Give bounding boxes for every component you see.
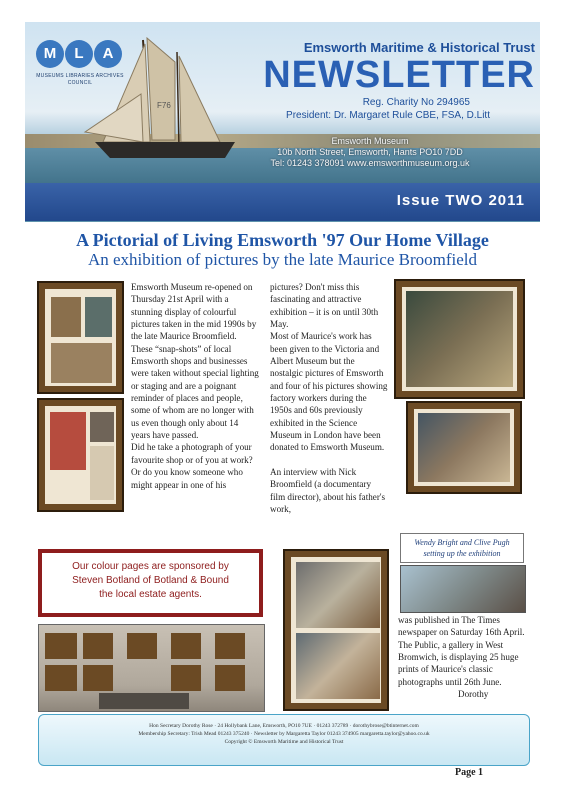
logo-subtitle <box>34 73 126 87</box>
photo-setting-up-exhibition <box>400 565 526 613</box>
photo-museum-display <box>394 279 525 399</box>
caption-line2: setting up the exhibition <box>423 549 501 558</box>
issue-label: Issue TWO 2011 <box>396 192 525 209</box>
footer-contact-box <box>38 714 530 766</box>
column2-paragraph2: Most of Maurice's work has been given to the Victoria and Albert Museum but the nostalgic pictures of Emsworth and four of his pictures showing factory workers during the 1950s and 60s previously exhibited in the Science Museum in London have been donated to Emsworth Museum. <box>270 331 388 453</box>
photo-exhibition-panels <box>283 549 389 711</box>
logo-letter-m: M <box>36 40 64 68</box>
logo-letter-a: A <box>94 40 122 68</box>
article-column-2 <box>270 281 388 515</box>
article-title: A Pictorial of Living Emsworth '97 Our Home Village <box>76 230 489 250</box>
sponsor-box <box>38 549 263 617</box>
address-line1: Emsworth Museum <box>331 136 409 146</box>
president-line: President: Dr. Margaret Rule CBE, FSA, D.Litt <box>286 110 490 121</box>
photo-caption <box>400 533 524 563</box>
logo-subtitle-line2: COUNCIL <box>67 80 93 86</box>
address-line2: 10b North Street, Emsworth, Hants PO10 7DD <box>277 147 463 157</box>
address-line3: Tel: 01243 378091 www.emsworthmuseum.org.uk <box>270 158 470 168</box>
sponsor-line1: Our colour pages are sponsored by <box>72 561 229 572</box>
article-column-3 <box>398 614 526 700</box>
column1-paragraph1: Emsworth Museum re-opened on Thursday 21st April with a stunning display of colourful pictures taken in the mid 1990s by the late Maurice Broomfield. These “snap-shots” of local Emsworth shops and businesses were taken without special lighting or staging and are a poignant reminder of places and people, some of whom are no longer with us even though only about 14 years have passed. <box>131 282 259 441</box>
sail-number: F76 <box>157 101 171 110</box>
newsletter-title: NEWSLETTER <box>263 54 535 96</box>
photo-workshop <box>406 401 522 494</box>
column2-paragraph3: An interview with Nick Broomfield (a documentary film director), about his father's work, <box>270 466 386 514</box>
signature: Dorothy <box>458 689 489 700</box>
exhibition-photo-2 <box>37 398 124 512</box>
footer-line2: Membership Secretary: Trish Mead 01243 375240 · Newsletter by Margaretta Taylor 01243 374905 margaretta.taylor@yahoo.co.uk <box>138 731 430 737</box>
article-subtitle: An exhibition of pictures by the late Maurice Broomfield <box>87 250 477 269</box>
column2-paragraph1: pictures? Don't miss this fascinating and attractive exhibition – it is on until 30th May. <box>270 282 379 330</box>
article-column-1 <box>131 281 259 491</box>
page-number: Page 1 <box>455 767 484 778</box>
sponsor-line2: Steven Botland of Botland & Bound <box>72 575 229 586</box>
footer-line3: Copyright © Emsworth Maritime and Historical Trust <box>224 739 344 745</box>
column1-paragraph2: Did he take a photograph of your favourite shop or of you at work? Or do you know someone who might appear in one of his <box>131 442 253 490</box>
trust-name: Emsworth Maritime & Historical Trust <box>303 40 535 55</box>
exhibition-photo-1 <box>37 281 124 394</box>
charity-number: Reg. Charity No 294965 <box>362 97 470 108</box>
caption-line1: Wendy Bright and Clive Pugh <box>414 538 510 547</box>
column3-paragraph1: was published in The Times newspaper on Saturday 16th April. The Public, a gallery in West Bromwich, is displaying 25 huge prints of Maurice's classic photographs until 26th June. <box>398 615 525 687</box>
photo-gallery-room <box>38 624 265 712</box>
logo-subtitle-line1: MUSEUMS LIBRARIES ARCHIVES <box>36 73 124 79</box>
footer-line1: Hon Secretary Dorothy Rose · 24 Hollybank Lane, Emsworth, PO10 7UE · 01243 372789 · dorothybrose@btinternet.com <box>149 723 419 729</box>
logo-letter-l: L <box>65 40 93 68</box>
sponsor-line3: the local estate agents. <box>99 589 202 600</box>
